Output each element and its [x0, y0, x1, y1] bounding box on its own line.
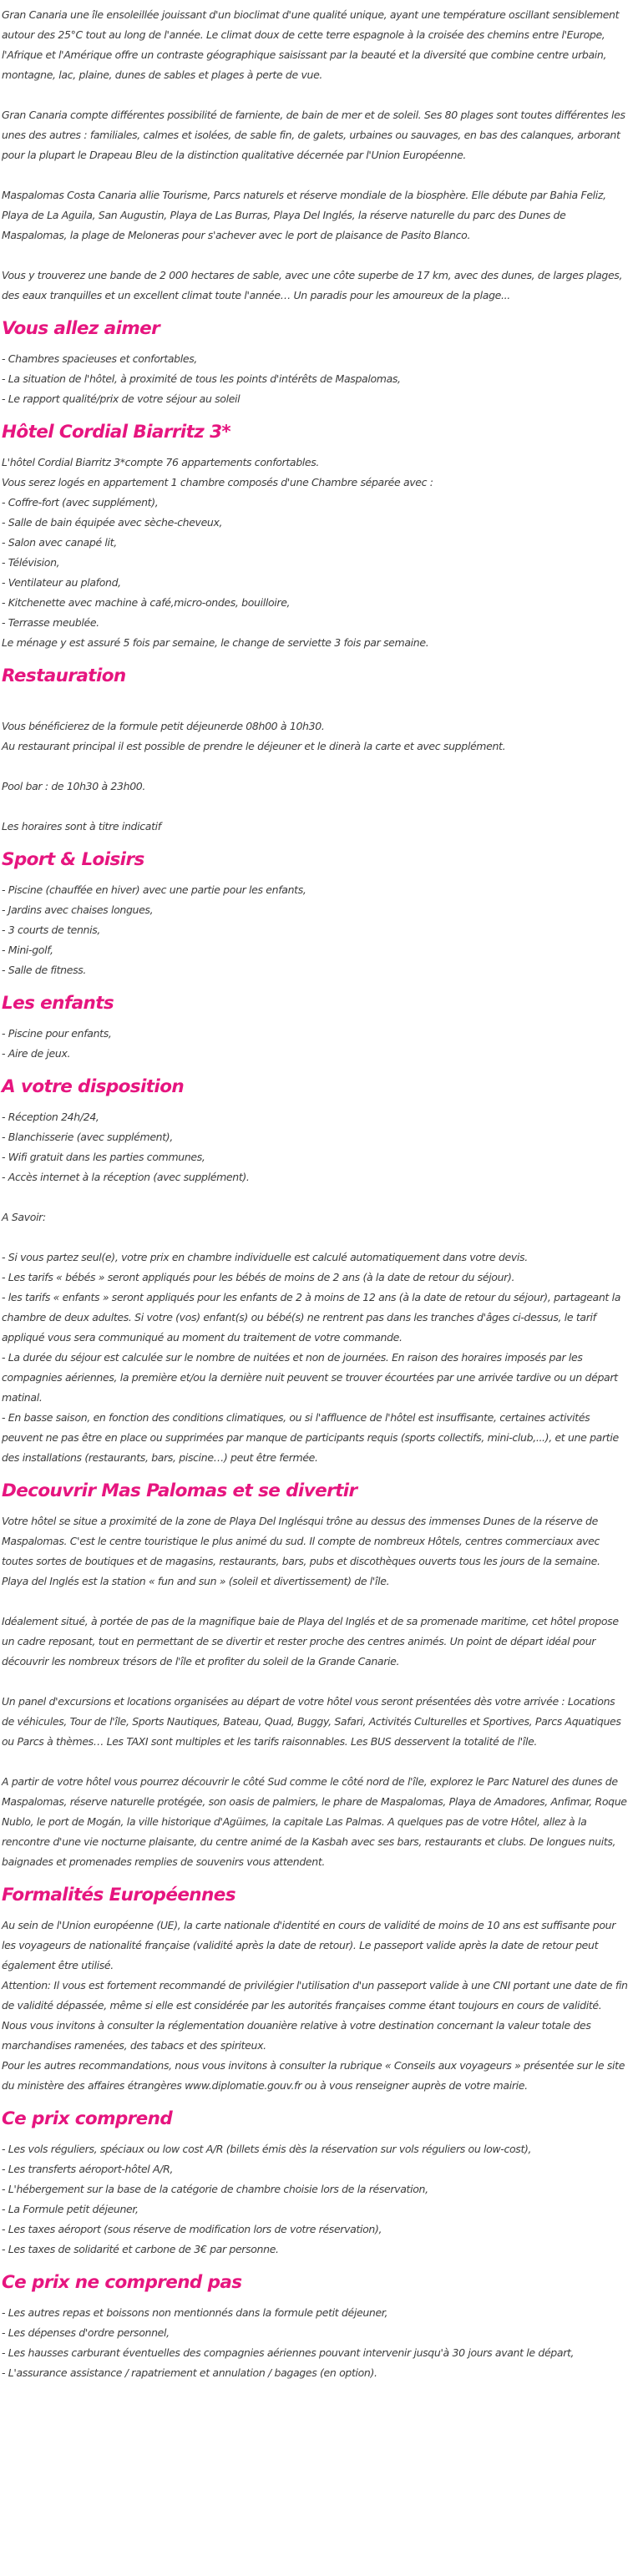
section-line: - Les taxes de solidarité et carbone de 3€ par personne.: [2, 2243, 279, 2255]
section-line: Pool bar : de 10h30 à 23h00.: [2, 780, 146, 792]
section-line: - Salle de bain équipée avec sèche-cheveux,: [2, 516, 223, 529]
section-line: - Ventilateur au plafond,: [2, 576, 121, 589]
section-heading: A votre disposition: [2, 1076, 185, 1097]
sections-container: [2, 314, 628, 2383]
section-line: Votre hôtel se situe a proximité de la zone de Playa Del Inglésqui trône au dessus des immenses Dunes de la réserve de Maspalomas. C'est le centre touristique le plus animé du sud. Il compte de nombreux Hôtels, centres commerciaux avec toutes sortes de boutiques et de magasins, restaurants, bars, pubs et discothèques ouverts tous les jours de la semaine. Playa del Inglés est la station « fun and sun » (soleil et divertissement) de l'île.: [2, 1515, 600, 1587]
intro-paragraph: Vous y trouverez une bande de 2 000 hectares de sable, avec une côte superbe de 17 km, avec des dunes, de larges plages, des eaux tranquilles et un excellent climat toute l'année… Un paradis pour les amoureux de la plage...: [2, 269, 623, 301]
line-spacer: [2, 1227, 628, 1248]
section-line: - Chambres spacieuses et confortables,: [2, 352, 198, 365]
section-line: - Si vous partez seul(e), votre prix en chambre individuelle est calculé automatiquement dans votre devis.: [2, 1251, 528, 1263]
line-spacer: [2, 696, 628, 716]
section-line: - Kitchenette avec machine à café,micro-ondes, bouilloire,: [2, 596, 291, 609]
line-spacer: [2, 1672, 628, 1692]
section: [2, 418, 628, 653]
section-line: - Les transferts aéroport-hôtel A/R,: [2, 2163, 174, 2175]
section-line: - Les vols réguliers, spéciaux ou low cost A/R (billets émis dès la réservation sur vols réguliers ou low-cost),: [2, 2143, 532, 2155]
section-line: - Mini-golf,: [2, 944, 53, 956]
section-heading: Formalités Européennes: [2, 1885, 235, 1905]
section-heading: Restauration: [2, 666, 126, 686]
section-line: - Blanchisserie (avec supplément),: [2, 1131, 173, 1143]
section-line: - Accès internet à la réception (avec supplément).: [2, 1171, 250, 1183]
section-line: - La durée du séjour est calculée sur le nombre de nuitées et non de journées. En raison des horaires imposés par les compagnies aériennes, la première et/ou la dernière nuit peuvent se trouver écourtées par une arrivée tardive ou un départ matinal.: [2, 1351, 618, 1404]
section-line: - Salle de fitness.: [2, 964, 87, 976]
section: [2, 845, 628, 980]
section-heading: Ce prix comprend: [2, 2108, 173, 2129]
section-line: - Wifi gratuit dans les parties communes,: [2, 1151, 205, 1163]
section-heading: Hôtel Cordial Biarritz 3*: [2, 422, 231, 443]
intro-paragraph: Maspalomas Costa Canaria allie Tourisme, Parcs naturels et réserve mondiale de la biosphère. Elle débute par Bahia Feliz, Playa de La Aguila, San Augustin, Playa de Las Burras, Playa Del Inglés, la réserve naturelle du parc des Dunes de Maspalomas, la plage de Meloneras pour s'achever avec le port de plaisance de Pasito Blanco.: [2, 189, 606, 241]
line-spacer: [2, 1752, 628, 1772]
section-line: - Les taxes aéroport (sous réserve de modification lors de votre réservation),: [2, 2223, 382, 2235]
section-line: Attention: Il vous est fortement recommandé de privilégier l'utilisation d'un passeport valide à une CNI portant une date de fin de validité dépassée, même si elle est considérée par les autorités françaises comme étant toujours en cours de validité.: [2, 1979, 628, 2012]
section-line: - Les hausses carburant éventuelles des compagnies aériennes pouvant intervenir jusqu'à 30 jours avant le départ,: [2, 2346, 575, 2359]
section-line: L'hôtel Cordial Biarritz 3*compte 76 appartements confortables.: [2, 456, 320, 468]
section-line: Le ménage y est assuré 5 fois par semaine, le change de serviette 3 fois par semaine.: [2, 636, 429, 649]
section-line: - La situation de l'hôtel, à proximité de tous les points d'intérêts de Maspalomas,: [2, 372, 401, 385]
section-line: - Terrasse meublée.: [2, 616, 99, 629]
section-line: - Jardins avec chaises longues,: [2, 903, 154, 916]
section-line: Vous bénéficierez de la formule petit déjeunerde 08h00 à 10h30.: [2, 720, 325, 732]
section-line: Les horaires sont à titre indicatif: [2, 820, 161, 833]
section: [2, 314, 628, 409]
section-line: - Piscine (chauffée en hiver) avec une partie pour les enfants,: [2, 883, 306, 896]
section-line: - Salon avec canapé lit,: [2, 536, 117, 549]
line-spacer: [2, 797, 628, 817]
section-line: - Piscine pour enfants,: [2, 1027, 112, 1040]
section-line: Vous serez logés en appartement 1 chambre composés d'une Chambre séparée avec :: [2, 476, 433, 488]
section-heading: Les enfants: [2, 993, 114, 1014]
intro-text: [2, 5, 628, 306]
line-spacer: [2, 757, 628, 777]
section-line: - Les tarifs « bébés » seront appliqués pour les bébés de moins de 2 ans (à la date de retour du séjour).: [2, 1271, 515, 1283]
section-line: - En basse saison, en fonction des conditions climatiques, ou si l'affluence de l'hôtel est insuffisante, certaines activités peuvent ne pas être en place ou supprimées par manque de participants requis (sports collectifs, mini-club,...), et une partie des installations (restaurants, bars, piscine…) peut être fermée.: [2, 1411, 619, 1464]
section-line: Au sein de l'Union européenne (UE), la carte nationale d'identité en cours de validité de moins de 10 ans est suffisante pour les voyageurs de nationalité française (validité après la date de retour). Le passeport valide après la date de retour peut également être utilisé.: [2, 1919, 615, 1971]
section-line: Au restaurant principal il est possible de prendre le déjeuner et le dinerà la carte et avec supplément.: [2, 740, 506, 752]
intro-paragraph: Gran Canaria compte différentes possibilité de farniente, de bain de mer et de soleil. Ses 80 plages sont toutes différentes les unes des autres : familiales, calmes et isolées, de sable fin, de galets, urbaines ou sauvages, en bas des calanques, arborant pour la plupart le Drapeau Bleu de la distinction qualitative décernée par l'Union Européenne.: [2, 109, 625, 161]
section-line: - L'hébergement sur la base de la catégorie de chambre choisie lors de la réservation,: [2, 2183, 428, 2195]
section-line: - La Formule petit déjeuner,: [2, 2203, 139, 2215]
section-line: - Les dépenses d'ordre personnel,: [2, 2326, 170, 2339]
section: [2, 661, 628, 837]
section-heading: Sport & Loisirs: [2, 849, 144, 870]
section-line: - Le rapport qualité/prix de votre séjour au soleil: [2, 392, 241, 405]
section: [2, 989, 628, 1064]
section-line: - Télévision,: [2, 556, 60, 569]
section-line: - L'assurance assistance / rapatriement et annulation / bagages (en option).: [2, 2366, 377, 2379]
section-heading: Ce prix ne comprend pas: [2, 2272, 242, 2293]
section: [2, 1880, 628, 2096]
section-line: - Coffre-fort (avec supplément),: [2, 496, 159, 509]
section-line: Pour les autres recommandations, nous vous invitons à consulter la rubrique « Conseils aux voyageurs » présentée sur le site du ministère des affaires étrangères www.diplomatie.gouv.fr ou à vous renseigner auprès de votre mairie.: [2, 2059, 625, 2092]
section: [2, 2268, 628, 2383]
section-line: Nous vous invitons à consulter la réglementation douanière relative à votre destination concernant la valeur totale des marchandises ramenées, des tabacs et des spiriteux.: [2, 2019, 591, 2052]
section: [2, 1072, 628, 1468]
section-line: Idéalement situé, à portée de pas de la magnifique baie de Playa del Inglés et de sa promenade maritime, cet hôtel propose un cadre reposant, tout en permettant de se divertir et rester proche des centres animés. Un point de départ idéal pour découvrir les nombreux trésors de l'île et profiter du soleil de la Grande Canarie.: [2, 1615, 619, 1668]
section-line: Un panel d'excursions et locations organisées au départ de votre hôtel vous seront présentées dès votre arrivée : Locations de véhicules, Tour de l'île, Sports Nautiques, Bateau, Quad, Buggy, Safari, Activités Culturelles et Sportives, Parcs Aquatiques ou Parcs à thèmes… Les TAXI sont multiples et les tarifs raisonnables. Les BUS desservent la totalité de l'île.: [2, 1695, 621, 1748]
section-line: - Aire de jeux.: [2, 1047, 71, 1060]
section: [2, 1476, 628, 1872]
section-heading: Decouvrir Mas Palomas et se divertir: [2, 1480, 357, 1501]
section-line: - 3 courts de tennis,: [2, 924, 101, 936]
section-line: A Savoir:: [2, 1211, 46, 1223]
intro-paragraph: Gran Canaria une île ensoleillée jouissant d'un bioclimat d'une qualité unique, ayant une température oscillant sensiblement autour des 25°C tout au long de l'année. Le climat doux de cette terre espagnole à la croisée des chemins entre l'Europe, l'Afrique et l'Amérique offre un contraste géographique saisissant par la beauté et la diversité que combine centre urbain, montagne, lac, plaine, dunes de sables et plages à perte de vue.: [2, 8, 620, 81]
line-spacer: [2, 1592, 628, 1612]
section-heading: Vous allez aimer: [2, 318, 160, 339]
section-line: - Les autres repas et boissons non mentionnés dans la formule petit déjeuner,: [2, 2306, 388, 2319]
section-line: A partir de votre hôtel vous pourrez découvrir le côté Sud comme le côté nord de l'île, explorez le Parc Naturel des dunes de Maspalomas, réserve naturelle protégée, son oasis de palmiers, le phare de Maspalomas, Playa de Amadores, Anfimar, Roque Nublo, le port de Mogán, la ville historique d'Agüimes, la capitale Las Palmas. A quelques pas de votre Hôtel, allez à la rencontre d'une vie nocturne plaisante, du centre animé de la Kasbah avec ses bars, restaurants et clubs. De longues nuits, baignades et promenades remplies de souvenirs vous attendent.: [2, 1775, 627, 1868]
section-line: - Réception 24h/24,: [2, 1111, 99, 1123]
section-line: - les tarifs « enfants » seront appliqués pour les enfants de 2 à moins de 12 ans (à la date de retour du séjour), partageant la chambre de deux adultes. Si votre (vos) enfant(s) ou bébé(s) ne rentrent pas dans les tranches d'âges ci-dessus, le tarif appliqué vous sera communiqué au moment du traitement de votre commande.: [2, 1291, 621, 1344]
line-spacer: [2, 1187, 628, 1207]
section: [2, 2104, 628, 2260]
